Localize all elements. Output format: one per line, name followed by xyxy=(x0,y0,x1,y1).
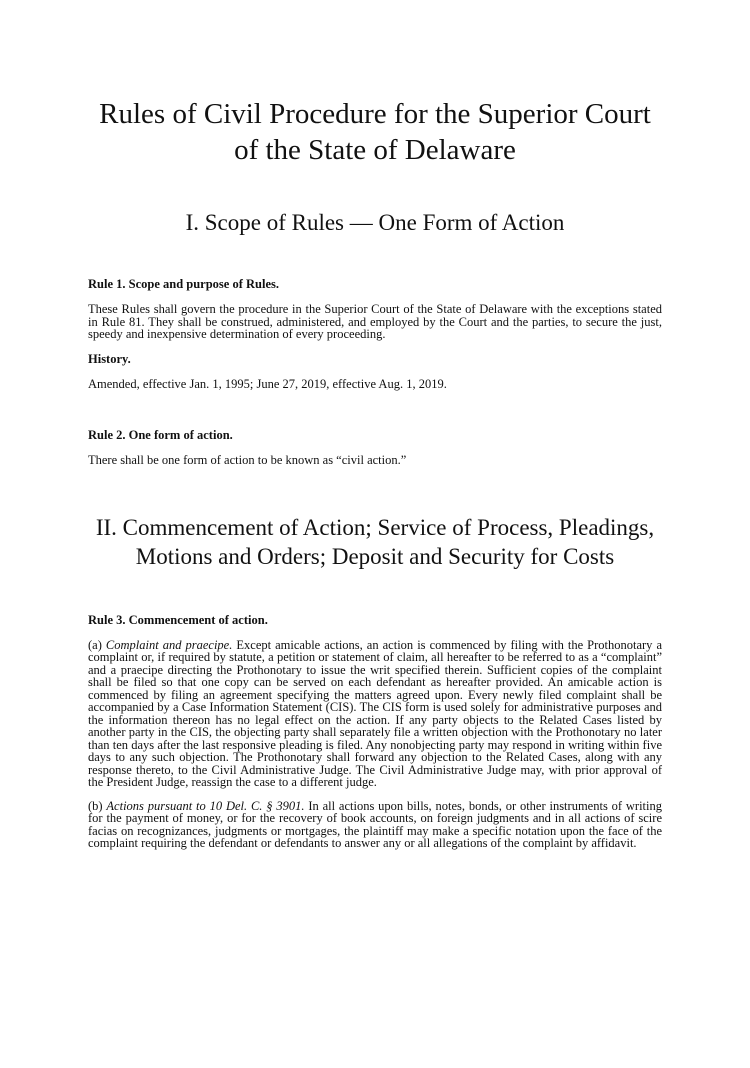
rule-2-title: Rule 2. One form of action. xyxy=(88,428,233,442)
rule-3-paragraph-b xyxy=(88,800,662,850)
part-2-heading: II. Commencement of Action; Service of Process, Pleadings, Motions and Orders; Deposit and Security for Costs xyxy=(95,514,655,569)
rule-2-section xyxy=(88,428,662,467)
rule-1-text: These Rules shall govern the procedure in the Superior Court of the State of Delaware with the exceptions stated in Rule 81. They shall be construed, administered, and employed by the Court and the parties, to secure the just, speedy and inexpensive determination of every proceeding. xyxy=(88,302,662,341)
rule-3-paragraph-a xyxy=(88,639,662,789)
rule-1-history-text: Amended, effective Jan. 1, 1995; June 27, 2019, effective Aug. 1, 2019. xyxy=(88,376,447,391)
rule-3-b-text: In all actions upon bills, notes, bonds, or other instruments of writing for the payment of money, or for the recovery of book accounts, on foreign judgments and in all actions of scire facias on recognizances, judgments or mortgages, the plaintiff may make a specific notation upon the face of the complaint requiring the defendant or defendants to answer any or all allegations of the complaint by affidavit. xyxy=(88,798,663,850)
rule-3-b-prefix: (b) xyxy=(88,798,107,813)
rule-1-title: Rule 1. Scope and purpose of Rules. xyxy=(88,277,279,291)
rule-2-text: There shall be one form of action to be known as “civil action.” xyxy=(88,453,407,467)
rule-3-section xyxy=(88,613,662,850)
document-page xyxy=(0,96,750,1068)
document-title: Rules of Civil Procedure for the Superior Court of the State of Delaware xyxy=(99,98,651,166)
part-1-heading: I. Scope of Rules — One Form of Action xyxy=(185,210,565,235)
rule-3-b-heading: Actions pursuant to 10 Del. C. § 3901. xyxy=(106,798,305,813)
rule-1-section xyxy=(88,277,662,390)
rule-3-a-text: Except amicable actions, an action is commenced by filing with the Prothonotary a complaint or, if required by statute, a petition or statement of claim, all hereafter to be referred to as a “complaint” and a praecipe directing the Prothonotary to issue the writ specified therein. Sufficient copies of the complaint shall be filed so that one copy can be served on each defendant as hereafter provided. An amicable action is commenced by filing an agreement specifying the matters agreed upon. Every newly filed complaint shall be accompanied by a Case Information Statement (CIS). The CIS form is used solely for administrative purposes and the information thereon has no legal effect on the action. If any party objects to the Related Cases listed by another party in the CIS, the objecting party shall separately file a written objection with the Prothonotary no later than ten days after the last responsive pleading is filed. Any nonobjecting party may respond in writing within five days to any such objection. The Prothonotary shall forward any objection to the Related Cases, along with any response thereto, to the Civil Administrative Judge. The Civil Administrative Judge may, with prior approval of the President Judge, reassign the case to a different judge. xyxy=(88,637,663,789)
rule-3-title: Rule 3. Commencement of action. xyxy=(88,612,268,627)
rule-1-history-label: History. xyxy=(88,351,131,366)
rule-3-a-heading: Complaint and praecipe. xyxy=(105,637,233,652)
rule-3-a-prefix: (a) xyxy=(88,637,106,652)
